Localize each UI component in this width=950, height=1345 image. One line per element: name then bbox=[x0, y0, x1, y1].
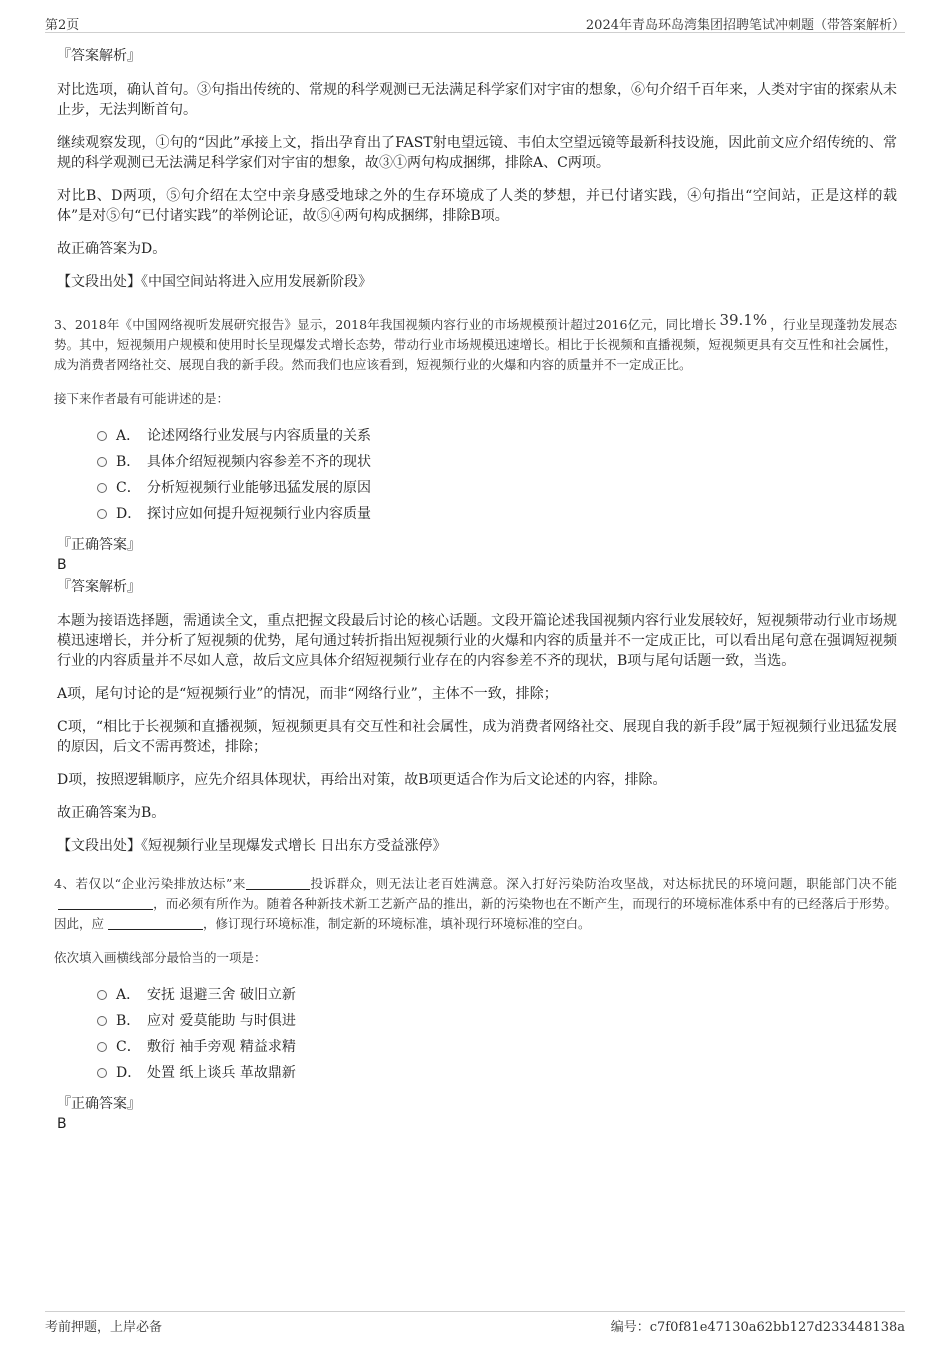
q3-options bbox=[97, 423, 897, 527]
q2-analysis-tag: 『答案解析』 bbox=[57, 48, 141, 64]
q3-option-b[interactable]: B． 具体介绍短视频内容参差不齐的现状 bbox=[97, 449, 897, 475]
q3-analysis-p2: A项，尾句讨论的是“短视频行业”的情况，而非“网络行业”，主体不一致，排除； bbox=[57, 686, 558, 702]
radio-icon[interactable] bbox=[97, 509, 107, 519]
q3-option-d[interactable]: D． 探讨应如何提升短视频行业内容质量 bbox=[97, 501, 897, 527]
q3-stem-b: ，行业呈现蓬勃发展态势。其中，短视频用户规模和使用时长呈现爆发式增长态势，带动行业市场规模迅速增长。相比于长视频和直播视频，短视频更具有交互性和社会属性，成为消费者网络社交、展现自我的新手段。然而我们也应该看到，短视频行业的火爆和内容的质量并不一定成正比。 bbox=[54, 317, 897, 372]
q4-option-c[interactable]: C． 敷衍 袖手旁观 精益求精 bbox=[97, 1034, 897, 1060]
q2-analysis-p2: 继续观察发现，①句的“因此”承接上文，指出孕育出了FAST射电望远镜、韦伯太空望远镜等最新科技设施，因此前文应介绍传统的、常规的科学观测已无法满足科学家们对宇宙的想象，故③①两句构成捆绑，排除A、C两项。 bbox=[57, 135, 897, 171]
q4-option-d[interactable]: D． 处置 纸上谈兵 革故鼎新 bbox=[97, 1060, 897, 1086]
radio-icon[interactable] bbox=[97, 431, 107, 441]
blank-2 bbox=[58, 895, 153, 910]
q2-source: 【文段出处】《中国空间站将进入应用发展新阶段》 bbox=[57, 274, 372, 290]
q3-analysis-p4: D项，按照逻辑顺序，应先介绍具体现状，再给出对策，故B项更适合作为后文论述的内容，排除。 bbox=[57, 772, 667, 788]
q3-option-a[interactable]: A． 论述网络行业发展与内容质量的关系 bbox=[97, 423, 897, 449]
q3-analysis-tag: 『答案解析』 bbox=[57, 579, 141, 595]
page-header bbox=[45, 12, 905, 33]
document-title: 2024年青岛环岛湾集团招聘笔试冲刺题（带答案解析） bbox=[585, 18, 905, 33]
document-body bbox=[54, 46, 897, 1136]
q3-analysis-p5: 故正确答案为B。 bbox=[57, 805, 166, 821]
page-footer bbox=[45, 1311, 905, 1334]
q3-analysis-p1: 本题为接语选择题，需通读全文，重点把握文段最后讨论的核心话题。文段开篇论述我国视频内容行业发展较好，短视频带动行业市场规模迅速增长，并分析了短视频的优势，尾句通过转折指出短视频行业的火爆和内容的质量并不一定成正比，可以看出尾句意在强调短视频行业的内容质量并不尽如人意，故后文应具体介绍短视频行业存在的内容参差不齐的现状，B项与尾句话题一致，当选。 bbox=[57, 613, 897, 669]
radio-icon[interactable] bbox=[97, 483, 107, 493]
q3-prompt: 接下来作者最有可能讲述的是： bbox=[54, 391, 230, 406]
document-code: 编号：c7f0f81e47130a62bb127d233448138a bbox=[610, 1320, 905, 1335]
q3-analysis-p3: C项，“相比于长视频和直播视频，短视频更具有交互性和社会属性，成为消费者网络社交、展现自我的新手段”属于短视频行业迅猛发展的原因，后文不需再赘述，排除； bbox=[57, 719, 897, 755]
radio-icon[interactable] bbox=[97, 1042, 107, 1052]
q3-answer: B bbox=[57, 557, 67, 573]
q3-option-c[interactable]: C． 分析短视频行业能够迅猛发展的原因 bbox=[97, 475, 897, 501]
q3-stem-a: 3、2018年《中国网络视听发展研究报告》显示，2018年我国视频内容行业的市场规模预计超过2016亿元，同比增长 bbox=[54, 317, 717, 332]
page-number: 第2页 bbox=[45, 18, 80, 33]
q2-analysis-p3: 对比B、D两项，⑤句介绍在太空中亲身感受地球之外的生存环境成了人类的梦想，并已付诸实践，④句指出“空间站，正是这样的载体”是对⑤句“已付诸实践”的举例论证，故⑤④两句构成捆绑，排除B项。 bbox=[57, 188, 897, 224]
q3-source: 【文段出处】《短视频行业呈现爆发式增长 日出东方受益涨停》 bbox=[57, 838, 447, 854]
blank-1 bbox=[246, 875, 310, 890]
blank-3 bbox=[108, 915, 203, 930]
q2-analysis-p4: 故正确答案为D。 bbox=[57, 241, 167, 257]
q4-prompt: 依次填入画横线部分最恰当的一项是： bbox=[54, 950, 267, 965]
radio-icon[interactable] bbox=[97, 1068, 107, 1078]
q4-answer: B bbox=[57, 1116, 67, 1132]
q4-answer-tag: 『正确答案』 bbox=[57, 1096, 141, 1112]
radio-icon[interactable] bbox=[97, 990, 107, 1000]
q4-options bbox=[97, 982, 897, 1086]
q3-stem bbox=[54, 310, 897, 375]
q4-option-b[interactable]: B． 应对 爱莫能助 与时俱进 bbox=[97, 1008, 897, 1034]
q4-option-a[interactable]: A． 安抚 退避三舍 破旧立新 bbox=[97, 982, 897, 1008]
radio-icon[interactable] bbox=[97, 457, 107, 467]
q4-stem: 4、若仅以“企业污染排放达标”来 投诉群众，则无法让老百姓满意。深入打好污染防治攻坚战，对达标扰民的环境问题，职能部门决不能，而必须有所作为。随着各种新技术新工艺新产品的推出，新的污染物也在不断产生，而现行的环境标准体系中有的已经落后于形势。因此，应 ，修订现行环境标准，制定新的环境标准，填补现行环境标准的空白。 bbox=[54, 876, 897, 931]
footer-slogan: 考前押题，上岸必备 bbox=[45, 1320, 163, 1335]
q3-percentage: 39.1% bbox=[719, 311, 768, 329]
q2-analysis-p1: 对比选项，确认首句。③句指出传统的、常规的科学观测已无法满足科学家们对宇宙的想象，⑥句介绍千百年来，人类对宇宙的探索从未止步，无法判断首句。 bbox=[57, 82, 897, 118]
q3-answer-tag: 『正确答案』 bbox=[57, 537, 141, 553]
radio-icon[interactable] bbox=[97, 1016, 107, 1026]
